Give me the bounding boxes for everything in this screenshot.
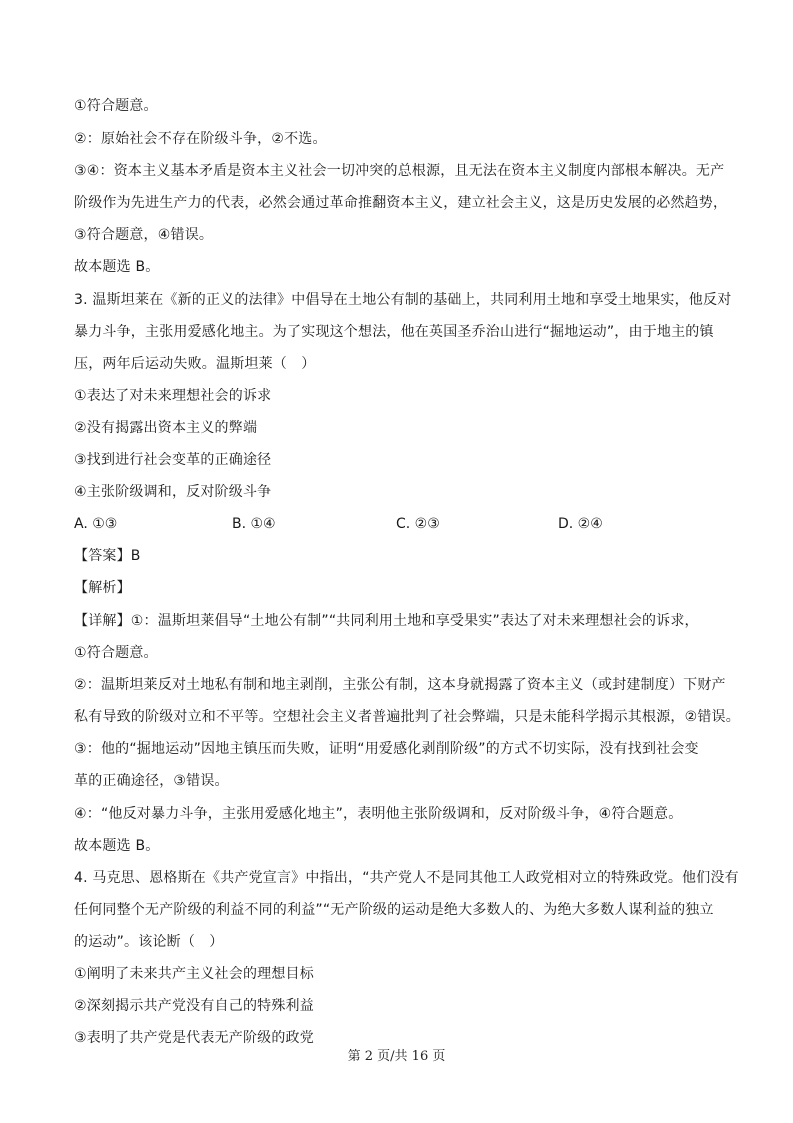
question-4-text: 4. 马克思、恩格斯在《共产党宣言》中指出，“共产党人不是同其他工人政党相对立的特殊政党。他们没有 xyxy=(74,870,739,886)
text-line: ④：“他反对暴力斗争，主张用爱感化地主”，表明他主张阶级调和，反对阶级斗争，④符合题意。 xyxy=(74,806,683,822)
statement-item: ①阐明了未来共产主义社会的理想目标 xyxy=(74,966,314,982)
option-b: B. ①④ xyxy=(232,516,276,532)
text-line: ②：温斯坦莱反对土地私有制和地主剥削，主张公有制，这本身就揭露了资本主义（或封建制度）下财产 xyxy=(74,677,726,693)
text-line: 故本题选 B。 xyxy=(74,259,160,275)
text-line: 暴力斗争，主张用爱感化地主。为了实现这个想法，他在英国圣乔治山进行“掘地运动”，由于地主的镇 xyxy=(74,324,714,340)
text-line: 压，两年后运动失败。温斯坦莱（ ） xyxy=(74,356,316,372)
text-line: 故本题选 B。 xyxy=(74,838,160,854)
text-line: ③：他的“掘地运动”因地主镇压而失败，证明“用爱感化剥削阶级”的方式不切实际，没有找到社会变 xyxy=(74,741,699,757)
text-line: 私有导致的阶级对立和不平等。空想社会主义者普遍批判了社会弊端，只是未能科学揭示其根源，②错误。 xyxy=(74,709,740,725)
statement-item: ③表明了共产党是代表无产阶级的政党 xyxy=(74,1030,314,1046)
text-line: 阶级作为先进生产力的代表，必然会通过革命推翻资本主义，建立社会主义，这是历史发展的必然趋势， xyxy=(74,195,728,211)
text-line: 革的正确途径，③错误。 xyxy=(74,773,229,789)
statement-item: ③找到进行社会变革的正确途径 xyxy=(74,452,272,468)
text-line: ①符合题意。 xyxy=(74,98,158,114)
text-line: ①符合题意。 xyxy=(74,645,158,661)
option-d: D. ②④ xyxy=(558,516,603,532)
statement-item: ①表达了对未来理想社会的诉求 xyxy=(74,388,272,404)
answer-label: 【答案】B xyxy=(74,548,141,564)
question-3-text: 3. 温斯坦莱在《新的正义的法律》中倡导在土地公有制的基础上，共同利用土地和享受土地果实，他反对 xyxy=(74,292,732,308)
text-line: ②：原始社会不存在阶级斗争，②不选。 xyxy=(74,131,327,147)
page-footer: 第 2 页/共 16 页 xyxy=(347,1049,446,1064)
text-line: 【详解】①：温斯坦莱倡导“土地公有制”“共同利用土地和享受果实”表达了对未来理想社会的诉求， xyxy=(74,613,699,629)
statement-item: ④主张阶级调和，反对阶级斗争 xyxy=(74,484,272,500)
text-line: 任何同整个无产阶级的利益不同的利益”“无产阶级的运动是绝大多数人的、为绝大多数人谋利益的独立 xyxy=(74,902,714,918)
statement-item: ②深刻揭示共产党没有自己的特殊利益 xyxy=(74,998,314,1014)
text-line: ③符合题意，④错误。 xyxy=(74,227,214,243)
text-line: 的运动”。该论断（ ） xyxy=(74,934,224,950)
option-c: C. ②③ xyxy=(396,516,440,532)
analysis-label: 【解析】 xyxy=(74,580,131,596)
statement-item: ②没有揭露出资本主义的弊端 xyxy=(74,420,258,436)
text-line: ③④：资本主义基本矛盾是资本主义社会一切冲突的总根源，且无法在资本主义制度内部根本解决。无产 xyxy=(74,163,725,179)
option-a: A. ①③ xyxy=(74,516,118,532)
